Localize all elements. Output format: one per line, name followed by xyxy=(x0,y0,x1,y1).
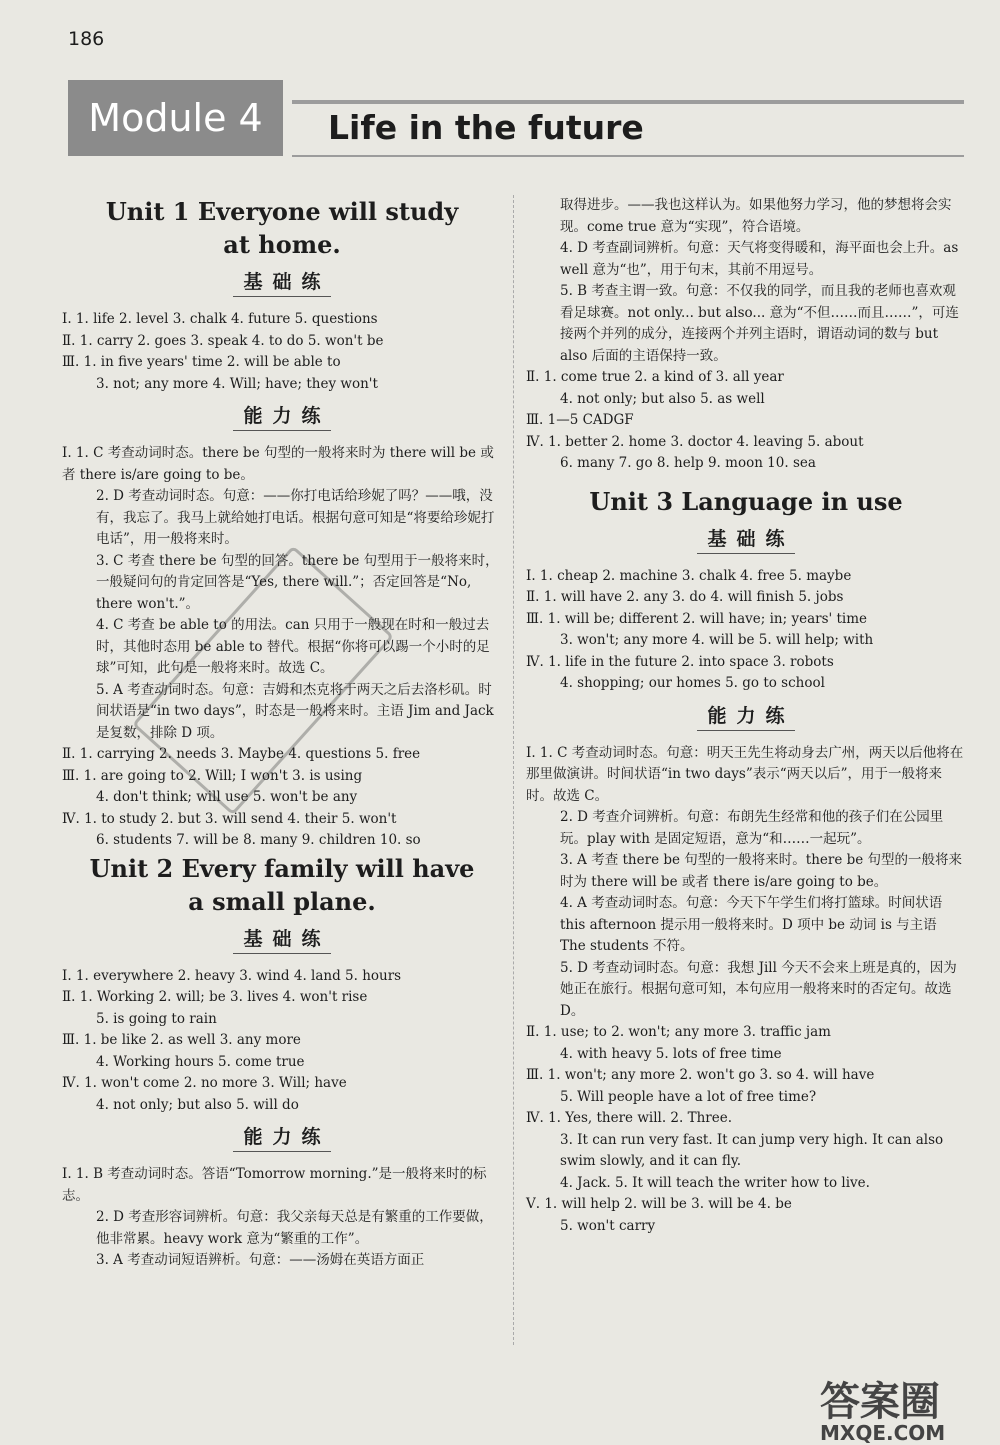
answer-line: 5. is going to rain xyxy=(96,1010,217,1027)
column-divider xyxy=(513,195,514,1345)
answer-line: 2. D 考查动词时态。句意：——你打电话给珍妮了吗？——哦，没有，我忘了。我马上就给她打电话。根据句意可知是“将要给珍妮打电话”，用一般将来时。 xyxy=(96,488,495,547)
answer-line: Ⅳ. 1. Yes, there will. 2. Three. xyxy=(526,1110,733,1126)
answer-line: 2. D 考查介词辨析。句意：布朗先生经常和他的孩子们在公园里玩。play with 是固定短语，意为“和……一起玩”。 xyxy=(560,809,944,847)
answer-line: 4. shopping; our homes 5. go to school xyxy=(560,675,825,691)
answer-line: Ⅴ. 1. will help 2. will be 3. will be 4. be xyxy=(526,1196,792,1212)
module-title: Life in the future xyxy=(328,108,644,147)
answer-line: Ⅱ. 1. carry 2. goes 3. speak 4. to do 5. won't be xyxy=(62,332,384,349)
answer-line: Ⅲ. 1—5 CADGF xyxy=(526,412,634,428)
answer-line: 5. D 考查动词时态。句意：我想 Jill 今天不会来上班是真的，因为她正在旅行。根据句意可知，本句应用一般将来时的否定句。故选 D。 xyxy=(560,959,957,1019)
answer-line: Ⅰ. 1. B 考查动词时态。答语“Tomorrow morning.”是一般将来时的标志。 xyxy=(62,1166,487,1204)
right-column xyxy=(526,195,966,1237)
answer-line: Ⅲ. 1. in five years' time 2. will be able to xyxy=(62,354,341,370)
answer-line: Ⅰ. 1. cheap 2. machine 3. chalk 4. free 5. maybe xyxy=(526,567,852,584)
answer-line: 5. won't carry xyxy=(560,1217,656,1234)
answer-line: 4. Working hours 5. come true xyxy=(96,1053,305,1070)
answer-line: Ⅲ. 1. won't; any more 2. won't go 3. so 4. will have xyxy=(526,1067,875,1083)
section-title: 基础练 xyxy=(526,524,966,554)
watermark xyxy=(820,1370,945,1445)
answer-line: 6. students 7. will be 8. many 9. children 10. so xyxy=(96,832,421,848)
spacer xyxy=(526,475,966,485)
answer-line: Ⅰ. 1. everywhere 2. heavy 3. wind 4. land 5. hours xyxy=(62,967,402,984)
answer-line: Ⅰ. 1. life 2. level 3. chalk 4. future 5. questions xyxy=(62,311,378,327)
answer-line: Ⅱ. 1. come true 2. a kind of 3. all year xyxy=(526,369,784,385)
answer-line: Ⅲ. 1. are going to 2. Will; I won't 3. is using xyxy=(62,767,363,784)
answer-line: 3. It can run very fast. It can jump very high. It can also swim slowly, and it can fly. xyxy=(560,1131,944,1169)
unit-title: Unit 1 Everyone will study at home. xyxy=(105,197,459,259)
answer-line: Ⅳ. 1. to study 2. but 3. will send 4. their 5. won't xyxy=(62,810,397,827)
unit-title: Unit 3 Language in use xyxy=(589,486,903,516)
answer-line: Ⅱ. 1. use; to 2. won't; any more 3. traffic jam xyxy=(526,1024,831,1040)
section-title: 基础练 xyxy=(62,924,502,954)
answer-line: 3. A 考查动词短语辨析。句意：——汤姆在英语方面正 xyxy=(96,1252,425,1268)
answer-line: Ⅲ. 1. will be; different 2. will have; in; years' time xyxy=(526,610,868,627)
answer-line: 5. Will people have a lot of free time? xyxy=(560,1088,817,1105)
answer-line: 5. B 考查主谓一致。句意：不仅我的同学，而且我的老师也喜欢观看足球赛。not only... but also... 意为“不但……而且……”，可连接两个并列的成分，连接两个并列主语时，谓语动词的数与 but also 后面的主语保持一致。 xyxy=(560,283,959,364)
answer-line: 3. A 考查 there be 句型的一般将来时。there be 句型的一般将来时为 there will be 或者 there is/are going to be。 xyxy=(560,852,963,890)
answer-line: 6. many 7. go 8. help 9. moon 10. sea xyxy=(560,455,816,471)
answer-line: 5. A 考查动词时态。句意：吉姆和杰克将于两天之后去洛杉矶。时间状语是“in two days”，时态是一般将来时。主语 Jim and Jack 是复数，排除 D 项。 xyxy=(96,681,494,741)
answer-line: 4. not only; but also 5. as well xyxy=(560,390,765,407)
unit-title: Unit 2 Every family will have a small plane. xyxy=(89,853,475,916)
answer-line: Ⅳ. 1. life in the future 2. into space 3. robots xyxy=(526,653,834,670)
answer-line: Ⅲ. 1. be like 2. as well 3. any more xyxy=(62,1032,301,1048)
answer-line: Ⅰ. 1. C 考查动词时态。there be 句型的一般将来时为 there will be 或者 there is/are going to be。 xyxy=(62,445,494,483)
answer-line: 2. D 考查形容词辨析。句意：我父亲每天总是有繁重的工作要做，他非常累。heavy work 意为“繁重的工作”。 xyxy=(96,1209,493,1247)
answer-line: 4. not only; but also 5. will do xyxy=(96,1096,299,1113)
module-label: Module 4 xyxy=(68,80,283,156)
answer-line: 4. A 考查动词时态。句意：今天下午学生们将打篮球。时间状语 this afternoon 提示用一般将来时。D 项中 be 动词 is 与主语 The students 不符。 xyxy=(560,895,943,954)
answer-line: 4. Jack. 5. It will teach the writer how to live. xyxy=(560,1174,870,1191)
answer-line: 4. D 考查副词辨析。句意：天气将变得暖和，海平面也会上升。as well 意为“也”，用于句末，其前不用逗号。 xyxy=(560,240,959,278)
watermark-logo: 答案圈 xyxy=(820,1379,940,1425)
module-rule-bottom xyxy=(292,155,964,157)
watermark-url: MXQE.COM xyxy=(820,1421,946,1445)
section-title: 能力练 xyxy=(62,401,502,431)
section-title: 能力练 xyxy=(62,1122,502,1152)
answer-line: 4. don't think; will use 5. won't be any xyxy=(96,789,358,805)
answer-line: 3. won't; any more 4. will be 5. will help; with xyxy=(560,632,874,648)
answer-line: Ⅱ. 1. will have 2. any 3. do 4. will finish 5. jobs xyxy=(526,589,844,605)
answer-line: Ⅱ. 1. Working 2. will; be 3. lives 4. won't rise xyxy=(62,989,368,1005)
answer-line: 取得进步。——我也这样认为。如果他努力学习，他的梦想将会实现。come true 意为“实现”，符合语境。 xyxy=(560,197,952,235)
section-title: 能力练 xyxy=(526,701,966,731)
answer-line: Ⅳ. 1. better 2. home 3. doctor 4. leaving 5. about xyxy=(526,433,864,450)
page-number: 186 xyxy=(68,28,105,50)
answer-line: Ⅰ. 1. C 考查动词时态。句意：明天王先生将动身去广州，两天以后他将在那里做演讲。时间状语“in two days”表示“两天以后”，用于一般将来时。故选 C。 xyxy=(526,744,964,804)
answer-line: 4. with heavy 5. lots of free time xyxy=(560,1045,782,1062)
answer-line: 4. C 考查 be able to 的用法。can 只用于一般现在时和一般过去时，其他时态用 be able to 替代。根据“你将可以踢一个小时的足球”可知，此句是一般将来时。故选 C。 xyxy=(96,617,490,676)
answer-line: 3. not; any more 4. Will; have; they won't xyxy=(96,375,378,392)
answer-line: Ⅱ. 1. carrying 2. needs 3. Maybe 4. questions 5. free xyxy=(62,746,421,762)
answer-line: Ⅳ. 1. won't come 2. no more 3. Will; have xyxy=(62,1075,347,1091)
module-rule-top xyxy=(292,100,964,104)
answer-line: 3. C 考查 there be 句型的回答。there be 句型用于一般将来时，一般疑问句的肯定回答是“Yes, there will.”；否定回答是“No, there won't.”。 xyxy=(96,552,499,612)
section-title: 基础练 xyxy=(62,267,502,297)
